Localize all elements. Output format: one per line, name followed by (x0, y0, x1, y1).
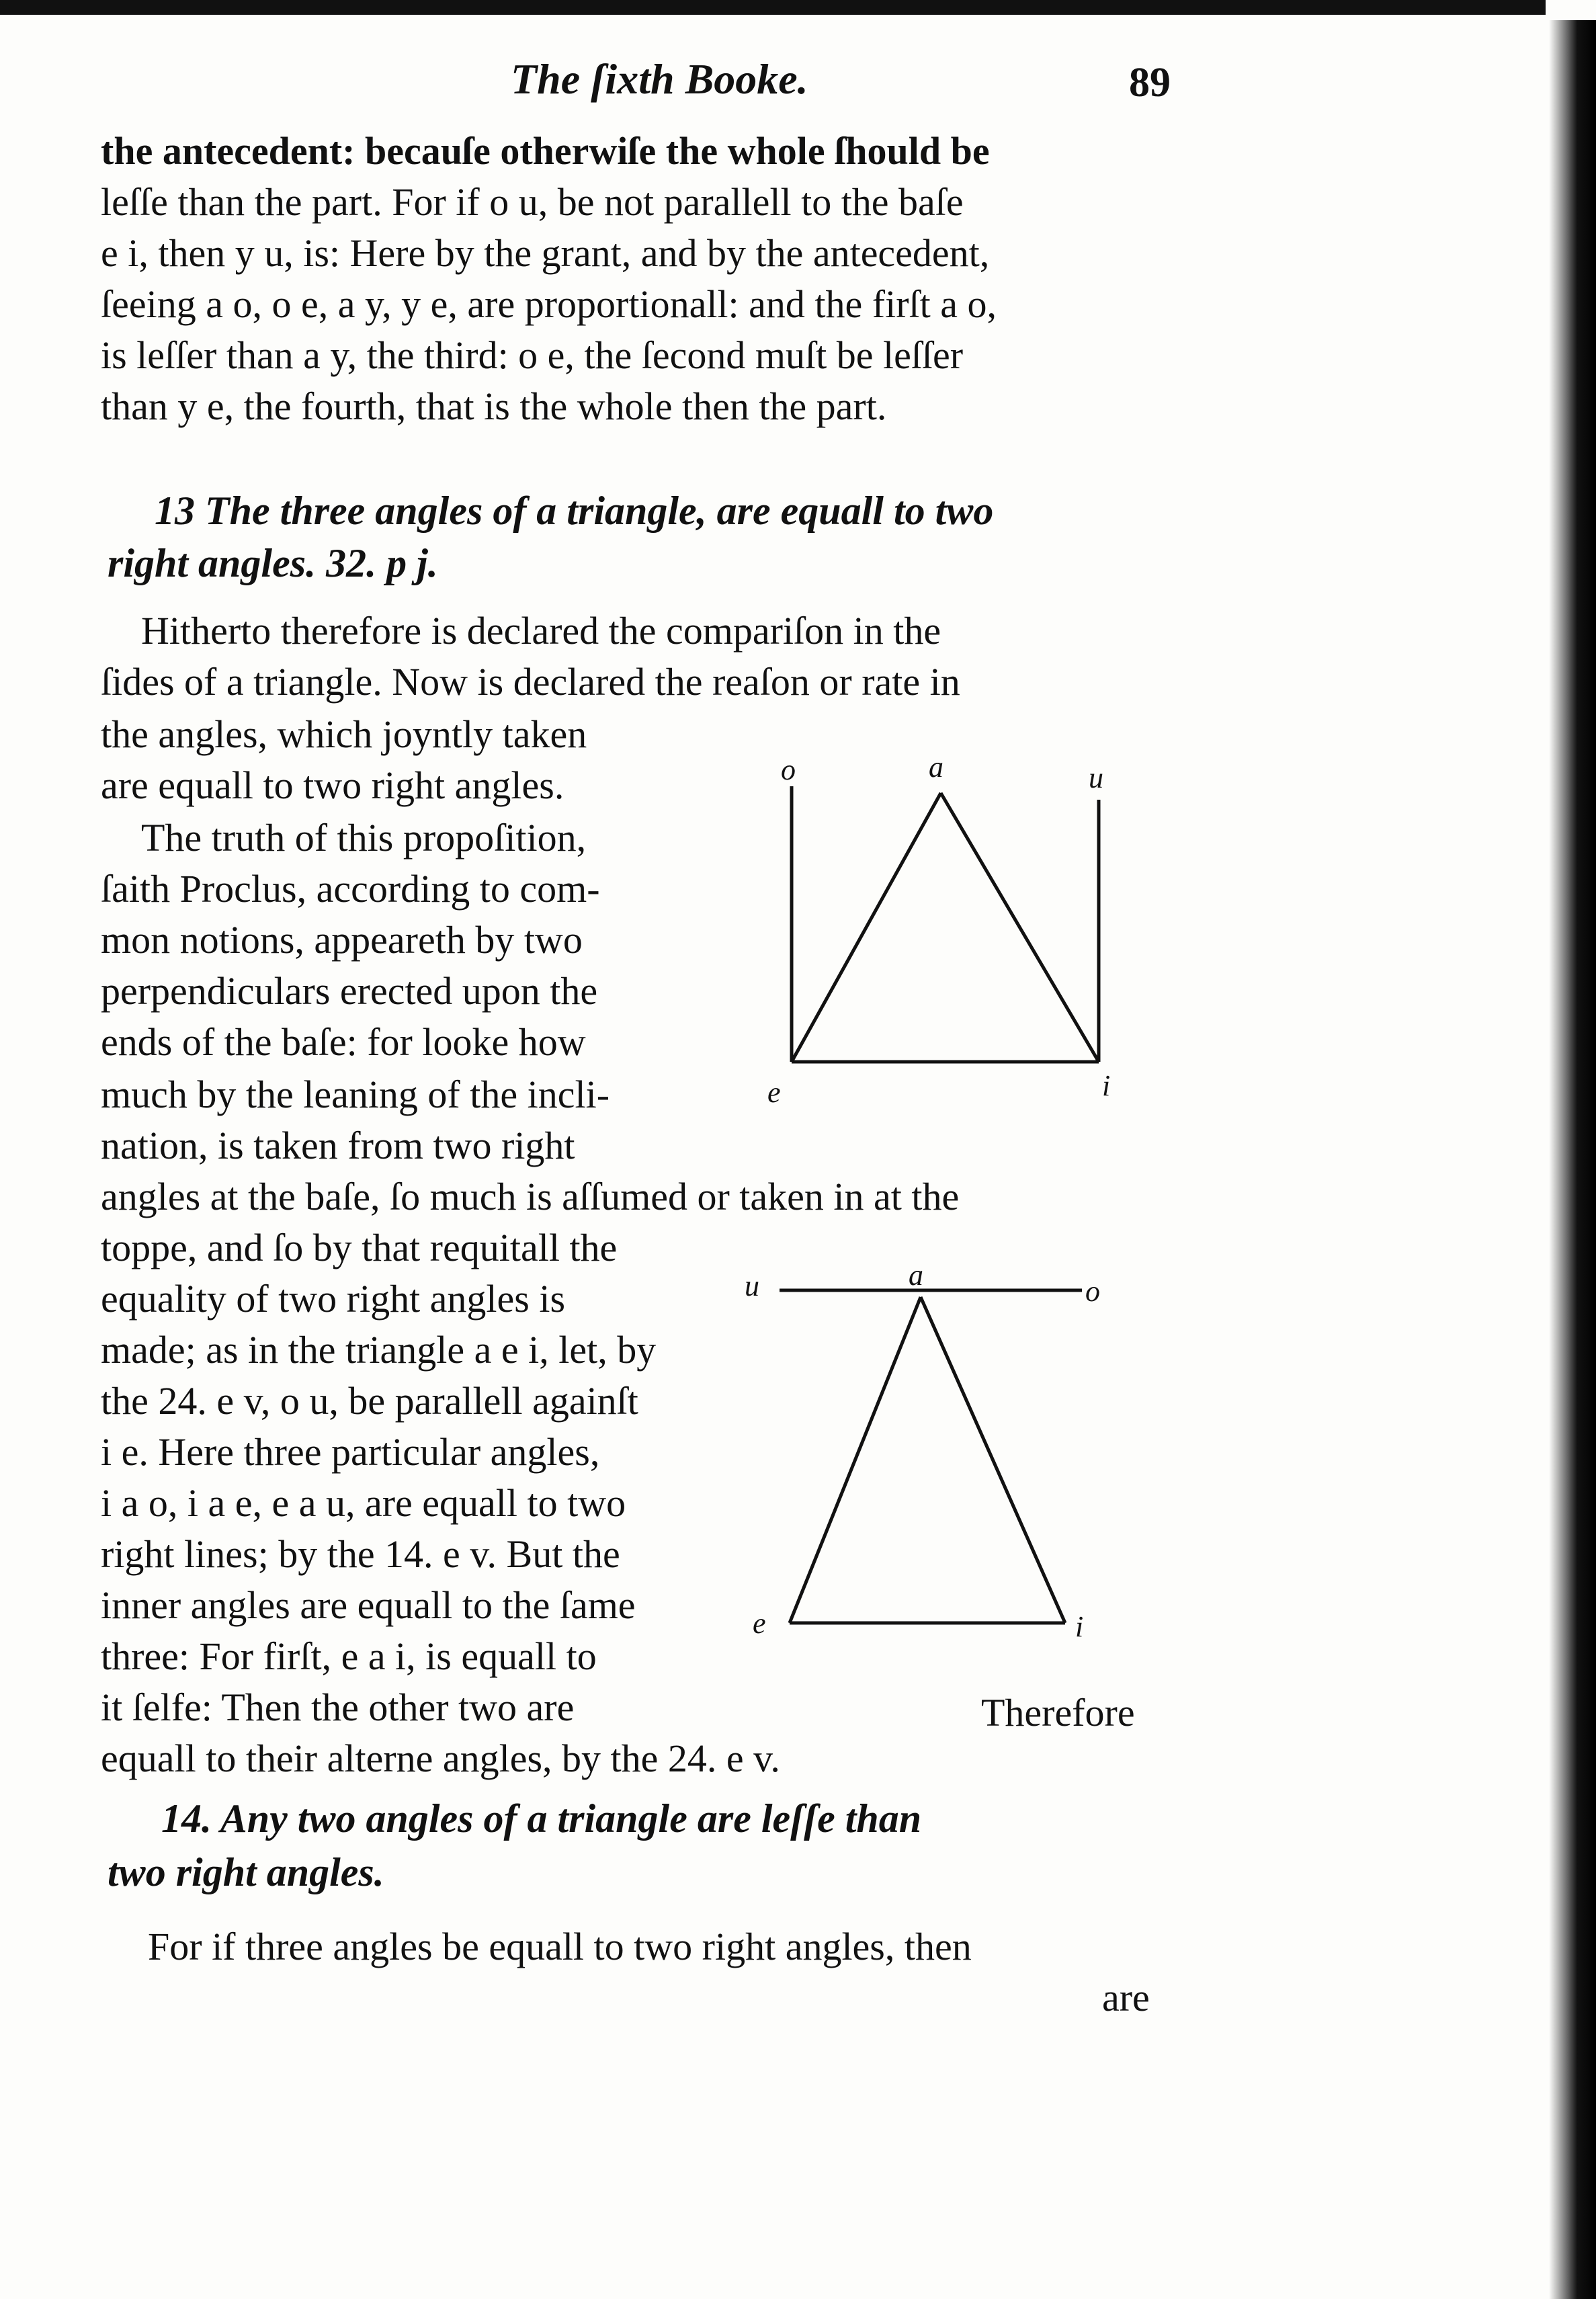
proposition-14-heading-cont: two right angles. (108, 1850, 384, 1894)
text-line: e i, then y u, is: Here by the grant, and by the antecedent, (101, 231, 990, 275)
text-line: equall to their alterne angles, by the 24. e v. (101, 1737, 780, 1780)
text-line: Hitherto therefore is declared the compariſon in the (141, 609, 941, 653)
fig1-label-a: a (929, 751, 943, 784)
text-line: is leſſer than a y, the third: o e, the ſecond muſt be leſſer (101, 333, 964, 377)
text-line: i e. Here three particular angles, (101, 1430, 600, 1474)
proposition-13-heading: 13 The three angles of a triangle, are equall to two (155, 489, 994, 533)
binding-shadow (1549, 20, 1596, 2299)
text-line: the antecedent: becauſe otherwiſe the whole ſhould be (101, 129, 990, 173)
text-line: the 24. e v, o u, be parallell againſt (101, 1379, 638, 1423)
proposition-13-heading-cont: right angles. 32. p j. (108, 541, 438, 585)
text-line: The truth of this propoſition, (141, 816, 587, 860)
catchword: are (1102, 1976, 1150, 2019)
text-line: are equall to two right angles. (101, 763, 564, 807)
fig1-label-e: e (767, 1076, 781, 1109)
text-line: equality of two right angles is (101, 1277, 566, 1321)
text-line: ſides of a triangle. Now is declared the reaſon or rate in (101, 660, 960, 704)
fig2-side-ae (790, 1297, 921, 1623)
text-line: perpendiculars erected upon the (101, 969, 598, 1013)
figure-triangle-parallel (739, 1250, 1142, 1653)
text-line: ſaith Proclus, according to com- (101, 867, 600, 911)
text-line: toppe, and ſo by that requitall the (101, 1226, 618, 1269)
fig2-side-ai (921, 1297, 1065, 1623)
fig1-side-ai (941, 793, 1099, 1062)
text-line: mon notions, appeareth by two (101, 918, 583, 962)
text-line: three: For firſt, e a i, is equall to (101, 1634, 597, 1678)
fig1-label-i: i (1102, 1069, 1111, 1102)
fig2-label-e: e (753, 1607, 766, 1640)
text-line: ſeeing a o, o e, a y, y e, are proportionall: and the firſt a o, (101, 282, 997, 326)
text-line: right lines; by the 14. e v. But the (101, 1532, 620, 1576)
running-head: The ſixth Booke. (511, 55, 808, 103)
text-line: ends of the baſe: for looke how (101, 1020, 586, 1064)
text-line: leſſe than the part. For if o u, be not parallell to the baſe (101, 180, 964, 224)
fig1-side-ae (792, 793, 941, 1062)
fig2-label-u: u (745, 1269, 759, 1302)
text-line: the angles, which joyntly taken (101, 712, 587, 756)
figure-triangle-perpendiculars (739, 739, 1142, 1142)
text-line: inner angles are equall to the ſame (101, 1583, 636, 1627)
text-line: i a o, i a e, e a u, are equall to two (101, 1481, 626, 1525)
fig1-label-u: u (1089, 761, 1103, 794)
text-line: it ſelfe: Then the other two are (101, 1685, 575, 1729)
text-line: much by the leaning of the incli- (101, 1073, 610, 1116)
text-line: nation, is taken from two right (101, 1124, 575, 1167)
proposition-14-heading: 14. Any two angles of a triangle are leſſe than (161, 1796, 922, 1841)
therefore-note: Therefore (981, 1691, 1135, 1734)
fig2-label-i: i (1075, 1610, 1084, 1643)
fig2-label-o: o (1085, 1275, 1100, 1308)
text-line: For if three angles be equall to two right angles, then (148, 1925, 972, 1968)
text-line: than y e, the fourth, that is the whole then the part. (101, 384, 887, 428)
text-line: angles at the baſe, ſo much is aſſumed or taken in at the (101, 1175, 960, 1218)
fig1-label-o: o (781, 753, 796, 786)
page-number: 89 (1129, 60, 1171, 106)
top-border (0, 0, 1546, 15)
fig2-label-a: a (909, 1259, 923, 1292)
text-line: made; as in the triangle a e i, let, by (101, 1328, 657, 1372)
